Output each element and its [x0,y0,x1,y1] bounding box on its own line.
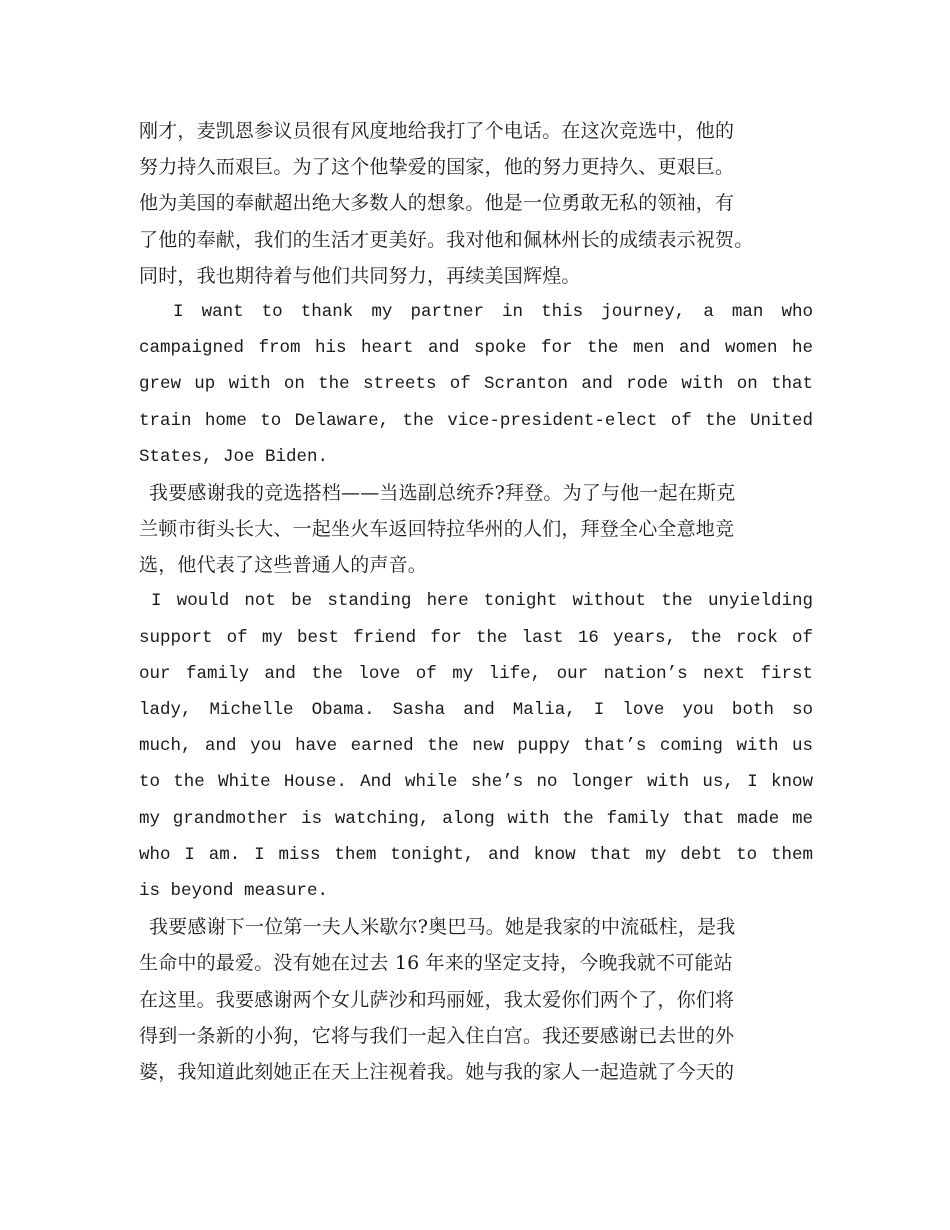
text-line: 努力持久而艰巨。为了这个他挚爱的国家，他的努力更持久、更艰巨。 [139,156,735,179]
paragraph-en-1 [139,294,813,475]
text-line: grew up with on the streets of Scranton and rode with on that [139,374,813,395]
text-line: 了他的奉献，我们的生活才更美好。我对他和佩林州长的成绩表示祝贺。 [139,228,754,251]
paragraph-zh-1 [139,113,813,294]
text-line: 兰顿市街头长大、一起坐火车返回特拉华州的人们，拜登全心全意地竞 [139,518,735,541]
text-line: my grandmother is watching, along with the family that made me [139,808,813,829]
text-line: much, and you have earned the new puppy that’s coming with us [139,736,813,757]
text-line: 我要感谢我的竞选搭档——当选副总统乔?拜登。为了与他一起在斯克 [149,481,736,504]
text-line: 生命中的最爱。没有她在过去 16 年来的坚定支持，今晚我就不可能站 [139,952,733,975]
text-line: who I am. I miss them tonight, and know that my debt to them [139,844,813,865]
text-line: support of my best friend for the last 16 years, the rock of [139,627,813,648]
text-line: States, Joe Biden. [139,446,329,467]
text-line: is beyond measure. [139,880,329,901]
text-line: 在这里。我要感谢两个女儿萨沙和玛丽娅，我太爱你们两个了，你们将 [139,988,735,1011]
text-line: lady, Michelle Obama. Sasha and Malia, I love you both so [139,700,813,720]
paragraph-en-2 [139,583,813,909]
paragraph-zh-3 [139,909,813,1090]
document-body [139,113,813,1090]
text-line: campaigned from his heart and spoke for the men and women he [139,338,813,359]
text-line: to the White House. And while she’s no longer with us, I know [139,772,813,793]
text-line: our family and the love of my life, our nation’s next first [139,663,813,684]
text-line: 同时，我也期待着与他们共同努力，再续美国辉煌。 [139,264,581,287]
text-line: 我要感谢下一位第一夫人米歇尔?奥巴马。她是我家的中流砥柱，是我 [149,916,736,939]
text-line: 他为美国的奉献超出绝大多数人的想象。他是一位勇敢无私的领袖，有 [139,192,735,215]
text-line: 刚才，麦凯恩参议员很有风度地给我打了个电话。在这次竞选中，他的 [139,120,735,142]
text-line: 选，他代表了这些普通人的声音。 [139,554,428,577]
paragraph-zh-2 [139,475,813,584]
text-line: 婆，我知道此刻她正在天上注视着我。她与我的家人一起造就了今天的 [139,1060,735,1083]
text-line: I want to thank my partner in this journey, a man who [173,301,813,322]
text-line: train home to Delaware, the vice-president-elect of the United [139,410,813,431]
text-line: 得到一条新的小狗，它将与我们一起入住白宫。我还要感谢已去世的外 [139,1024,735,1047]
text-line: I would not be standing here tonight without the unyielding [151,591,813,612]
